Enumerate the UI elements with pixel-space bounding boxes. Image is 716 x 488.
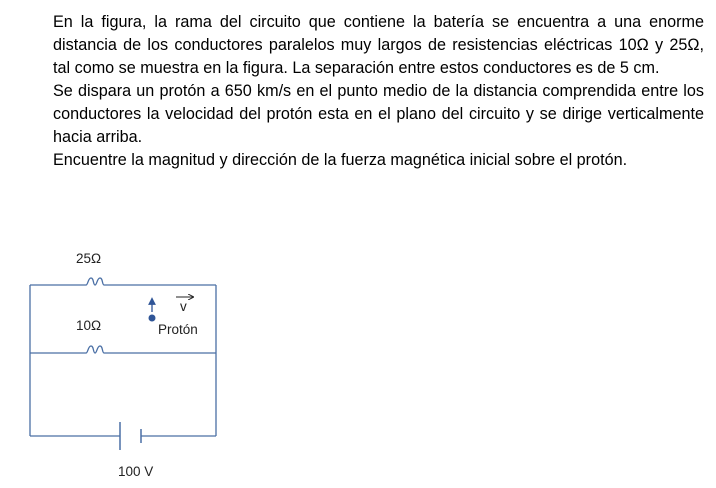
resistor-10-icon [86,346,104,353]
resistor-25-icon [86,278,104,285]
battery-icon [120,422,141,450]
proton-label: Protón [158,322,198,337]
problem-paragraph-3: Encuentre la magnitud y dirección de la fuerza magnética inicial sobre el protón. [53,151,628,169]
resistor-25-label: 25Ω [76,251,102,266]
problem-paragraph-2: Se dispara un protón a 650 km/s en el punto medio de la distancia comprendida entre los conductores la velocidad del protón esta en el plano del circuito y se dirige verticalmente hacia arriba. [53,82,704,146]
proton-dot [149,315,156,322]
velocity-label: v [180,299,187,314]
resistor-10-label: 10Ω [76,318,102,333]
battery-label: 100 V [118,464,154,479]
problem-paragraph-1: En la figura, la rama del circuito que contiene la batería se encuentra a una enorme distancia de los conductores paralelos muy largos de resistencias eléctricas 10Ω y 25Ω, tal como se muestra en la figura. La separación entre estos conductores es de 5 cm. [53,13,704,77]
circuit-wires [30,285,216,436]
